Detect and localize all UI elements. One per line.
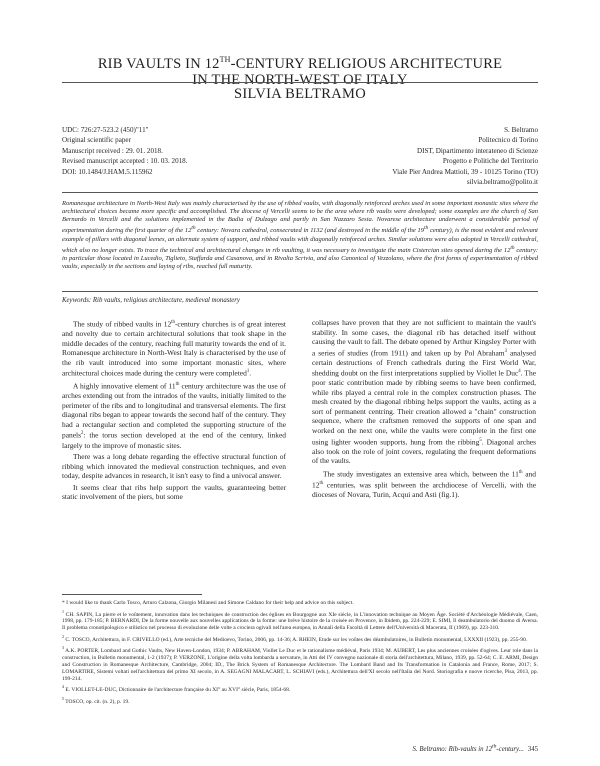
body-column-right xyxy=(312,318,536,501)
abstract-bottom-divider xyxy=(62,291,538,292)
footnote: $^2$ C. TOSCO, Architettura, in F. CRIVELLO (ed.), Arte tecniche del Medioevo, Torino, 2006, pp. 14-36; A. RHEIN, Etude sur les voûtes des déambulatoires, in Bulletin monumental, LXXXII (1923), pp. 255-90. xyxy=(62,633,528,643)
footnote: $^3$ A.K. PORTER, Lombard and Gothic Vaults, New Haven-London, 1934; P. ABRAHAM, Viollet Le Duc et le rationalisme médiéval, Paris 1934; M. AUBERT, Les plus anciennes croisées d'ogives. Leur role dans la construction, in Bulletin monumental, 1-2 (1937); P. VERZONE, L'origine della volta lombarda a nervature, in Atti del IV convegno nazionale di storia dell'architettura, Milano, 1939, pp. 52-64; C. E. ARMI, Design and Construction in Romanesque Architecture, Cambridge, 2004; ID., The Brick System of Romanesque Architecture. The Lombard Band and Its Transformation in Catalonia and France, Rome, 2017; S. LOMARTIRE, Sistemi voltati nell'architettura del primo XI secolo, in A. SEGAGNI MALACART, L. SCHIAVI (eds.), Architettura dell'XI secolo nell'Italia del Nord. Storiografia e nuove ricerche, Pisa, 2013, pp. 199-214. xyxy=(62,645,538,682)
footnote: * I would like to thank Carlo Tosco, Arturo Calzona, Giorgio Milanesi and Simone Caldano for their help and advice on this subject. xyxy=(62,600,354,606)
affiliation-dept: DIST, Dipartimento interateneo di Scienze xyxy=(416,146,538,155)
keywords: Keywords: Rib vaults, religious architecture, medieval monastery xyxy=(62,297,240,304)
affiliation-address: Viale Pier Andrea Mattioli, 39 - 10125 Torino (TO) xyxy=(392,167,538,176)
footnote: $^1$ CH. SAPIN, La pierre et le voûtement, innovation dans les techniques de construction des églises en Bourgogne aux XIe siècle, in L'innovation technique au Moyen Âge. Société d'Archéologie Médiévale, Caen, 1998, pp. 179-185; P. BERNARDI, De la forme nouvelle aux nouvelles applications de la forme: une brève histoire de la croisée en Provence, in Ibidem, pp. 224-229; E. SIMI, Il deambulatorio del duomo di Aversa. Il problema cronotipologico e stilistico nel processo di evoluzione delle volte a crociera ogivali nell'area europea, in Annali della Facoltà di Lettere dell'Università di Macerata, II (1969), pp. 223-310. xyxy=(62,608,539,632)
author-name: SILVIA BELTRAMO xyxy=(234,86,366,102)
abstract-top-divider xyxy=(62,192,538,193)
title-line2: IN THE NORTH-WEST OF ITALY xyxy=(192,71,408,88)
abstract: Romanesque architecture in North-West Italy was mainly characterised by the use of ribbed vaults, with diagonally reinforced arches used in some important monastic sites where the architectural choices became more specific and accomplished. The diocese of Vercelli seems to be the area where rib vaults were developed; some examples are the church of San Bernardo in Vercelli and the solutions implemented in the Badia of Dulzago and partly in San Nazzaro Sesia. Novarese architecture underwent a considerable period of experimentation during the first quarter of the 12th century: Novara cathedral, consecrated in 1132 (and destroyed in the middle of the 19th century), is the most evident and relevant example of pillars with diagonal leenes, an alternate system of support, and ribbed vaults with diagonally reinforced arches. Similar solutions were also adopted in Vercelli cathedral, which also no longer exists. To trace the technical and architectural changes in rib vaulting, it was necessary to investigate the main Cistercian sites opened during the 12th century: in particular those located in Lucedio, Tiglieto, Staffarda and Casanova, and in Rivalta Scrivia, and also Canonical of Vezzolano, where the first forms of experimentation of ribbed vaults, especially in the sections and laying of ribs, reached full maturity. xyxy=(62,200,539,270)
accepted-date: Revised manuscript accepted : 10. 03. 2018. xyxy=(62,157,188,166)
author-affiliation xyxy=(392,125,538,187)
doi: DOI: 10.1484/J.HAM.5.115962 xyxy=(62,167,153,176)
affiliation-email[interactable]: silvia.beltramo@polito.it xyxy=(466,178,538,187)
udc: UDC: 726:27-523.2 (450)"11" xyxy=(62,126,149,134)
footnote-marker: 5 xyxy=(62,695,64,701)
body-paragraph: There was a long debate regarding the effective structural function of ribbing which innovated the medieval construction techniques, and even today, despite advances in research, it isn't easy to find a univocal answer. xyxy=(62,452,286,481)
body-column-left xyxy=(62,318,286,504)
body-paragraph: A highly innovative element of 11th century architecture was the use of arches extending out from the intrados of the vaults, initially limited to the perimeter of the ribs and to longitudinal and transversal elements. The first diagonal ribs began to appear towards the second half of the century. They had a rectangular section and completed the supporting structure of the panels$^2$: the torus section developed at the end of the century, linked largely to the improve of monastic sites. xyxy=(62,381,286,450)
title-divider xyxy=(62,82,538,83)
body-paragraph: The study investigates an extensive area which, between the 11th and 12th centuries, was split between the archdiocese of Vercelli, with the dioceses of Novara, Turin, Acqui and Asti (fig.1). xyxy=(312,469,536,499)
affiliation-name: S. Beltramo xyxy=(504,126,538,134)
footnote-divider xyxy=(62,594,202,595)
article-metadata xyxy=(62,125,188,177)
footnotes xyxy=(62,600,538,706)
footnote-marker: 2 xyxy=(62,633,64,639)
running-head: S. Beltramo: Rib-vaults in 12th-century... xyxy=(412,744,524,754)
footnote-marker: 3 xyxy=(62,645,64,651)
affiliation-dept-2: Progetto e Politiche del Territorio xyxy=(442,157,538,166)
body-paragraph: It seems clear that ribs help support the vaults, guaranteeing better static involvement of the piers, but some xyxy=(62,482,286,502)
footnote-marker: 4 xyxy=(62,684,64,690)
page-footer xyxy=(413,744,538,753)
body-paragraph: The study of ribbed vaults in 12th-century churches is of great interest and novelty due to certain architectural solutions that took shape in the middle decades of the century, reaching full maturity towards the end of it. Romanesque architecture in North-West Italy is characterised by the use of the rib vault introduced into some important monastic sites, where architectural choices made during the century were completed$^1$. xyxy=(62,319,286,378)
footnote: $^5$ TOSCO, op. cit. (n. 2), p. 19. xyxy=(62,695,130,705)
title-line1-rest: -CENTURY RELIGIOUS ARCHITECTURE xyxy=(230,55,503,72)
received-date: Manuscript received : 29. 01. 2018. xyxy=(62,146,163,155)
footnote: $^4$ E. VIOLLET-LE-DUC, Dictionnaire de l'architecture française du XI° au XVI° siècle, Paris, 1854-68. xyxy=(62,684,291,694)
affiliation-institution: Politecnico di Torino xyxy=(478,136,538,145)
body-paragraph: collapses have proven that they are not sufficient to maintain the vault's stability. In some cases, the diagonal rib has detached itself without causing the vault to fall. The debate opened by Arthur Kingsley Porter with a series of studies (from 1911) and taken up by Pol Abraham$^3$ analysed certain destructions of French cathedrals during the First World War, shedding doubt on the first interpretations supplied by Viollet le Duc$^4$. The poor static contribution made by ribbing seems to have been confirmed, while ribs played a central role in the complex construction phases. The mesh created by the diagonal ribbing helps support the vaults, acting as a sort of permanent centring. Their creation allowed a "chain" construction sequence, where the craftsmen removed the supports of one span and worked on the next one, while the vaults were complete in the first one using lighter wooden supports, hung from the ribbing$^5$. Diagonal arches also took on the role of joint covers, regulating the frequent deformations of the vaults. xyxy=(312,318,536,466)
page-number: 345 xyxy=(527,746,538,754)
title-line1: RIB VAULTS IN 12 xyxy=(97,55,220,72)
title-sup: TH xyxy=(219,55,231,64)
paper-type: Original scientific paper xyxy=(62,136,131,145)
footnote-marker: 1 xyxy=(62,608,64,614)
